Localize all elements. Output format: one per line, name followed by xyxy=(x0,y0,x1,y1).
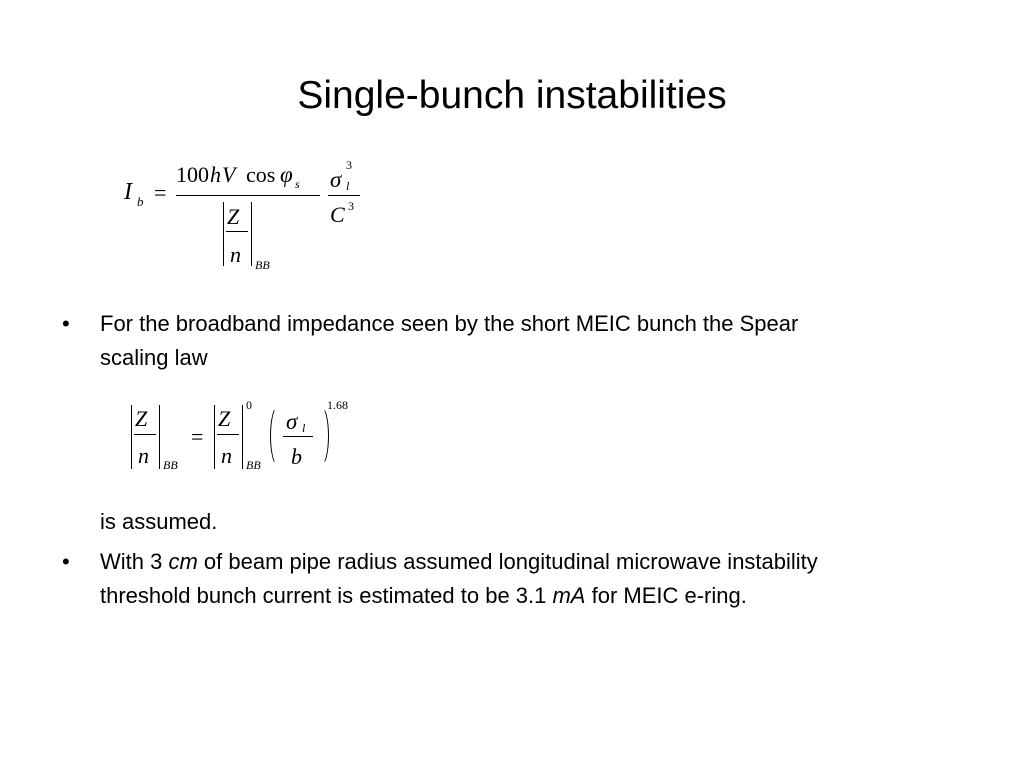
eq2-sub2: BB xyxy=(246,458,261,472)
unit-ma: mA xyxy=(552,583,586,608)
eq1-num-cos: cos xyxy=(246,162,276,187)
eq1-sigma-superscript: 3 xyxy=(346,158,352,172)
eq1-num-phi: φ xyxy=(280,162,293,187)
eq2-b: b xyxy=(291,444,302,469)
unit-cm: cm xyxy=(168,549,198,574)
bullet2-part2: of beam pipe radius assumed longitudinal microwave instability xyxy=(197,549,818,574)
eq1-lhs-variable: I xyxy=(124,179,132,205)
eq1-den-abs-left xyxy=(223,202,224,266)
eq2-sup2: 0 xyxy=(246,398,252,412)
eq1-den-abs-right xyxy=(251,202,252,266)
bullet-marker-1: • xyxy=(62,311,70,336)
eq1-num-coefficient: 100 xyxy=(176,162,209,187)
eq2-equals: = xyxy=(191,424,204,449)
bullet-text-2 xyxy=(100,545,980,613)
slide-title: Single-bunch instabilities xyxy=(297,74,727,117)
eq2-frac1-bar xyxy=(134,434,156,435)
eq2-z1: Z xyxy=(135,406,148,431)
bullet2-part3: threshold bunch current is estimated to be 3.1 xyxy=(100,583,553,608)
bullet1-line2: scaling law xyxy=(100,345,208,370)
eq1-second-fraction-bar xyxy=(328,195,360,196)
eq1-num-h: h xyxy=(210,162,221,187)
bullet2-part1: With 3 xyxy=(100,549,169,574)
eq2-abs1-left xyxy=(131,405,132,469)
eq2-sub1: BB xyxy=(163,458,178,472)
eq1-den-subscript: BB xyxy=(255,258,270,272)
bullet2-part4: for MEIC e-ring. xyxy=(585,583,747,608)
eq2-n2: n xyxy=(221,443,232,468)
eq1-num-phi-subscript: s xyxy=(295,177,300,191)
assumed-text: is assumed. xyxy=(100,509,218,534)
eq2-abs1-right xyxy=(159,405,160,469)
bullet-marker-2: • xyxy=(62,549,70,574)
eq1-den-inner-bar xyxy=(226,231,248,232)
eq2-sigma-subscript: l xyxy=(302,421,306,435)
eq1-c-superscript: 3 xyxy=(348,199,354,213)
bullet-text-1 xyxy=(100,307,980,375)
eq2-n1: n xyxy=(138,443,149,468)
eq2-z2: Z xyxy=(218,406,231,431)
eq2-paren-right xyxy=(313,406,329,466)
bunch-current-equation xyxy=(120,158,380,278)
eq1-c: C xyxy=(330,202,345,227)
eq2-frac3-bar xyxy=(283,436,313,437)
eq2-abs2-left xyxy=(214,405,215,469)
bullet2-line1 xyxy=(100,545,980,579)
eq1-equals: = xyxy=(154,180,167,205)
eq1-den-z: Z xyxy=(227,204,240,229)
eq2-frac2-bar xyxy=(217,434,239,435)
eq1-sigma: σ xyxy=(330,167,342,192)
eq1-sigma-subscript: l xyxy=(346,179,350,193)
bullet2-line2 xyxy=(100,579,980,613)
spear-scaling-equation xyxy=(120,396,380,476)
bullet1-line1: For the broadband impedance seen by the short MEIC bunch the Spear xyxy=(100,311,799,336)
eq1-num-v: V xyxy=(222,162,236,187)
eq2-abs2-right xyxy=(242,405,243,469)
eq2-power: 1.68 xyxy=(327,398,348,412)
eq1-den-n: n xyxy=(230,242,241,267)
eq2-sigma: σ xyxy=(286,409,298,434)
eq1-fraction-bar xyxy=(176,195,320,196)
eq1-lhs-subscript: b xyxy=(137,194,144,209)
